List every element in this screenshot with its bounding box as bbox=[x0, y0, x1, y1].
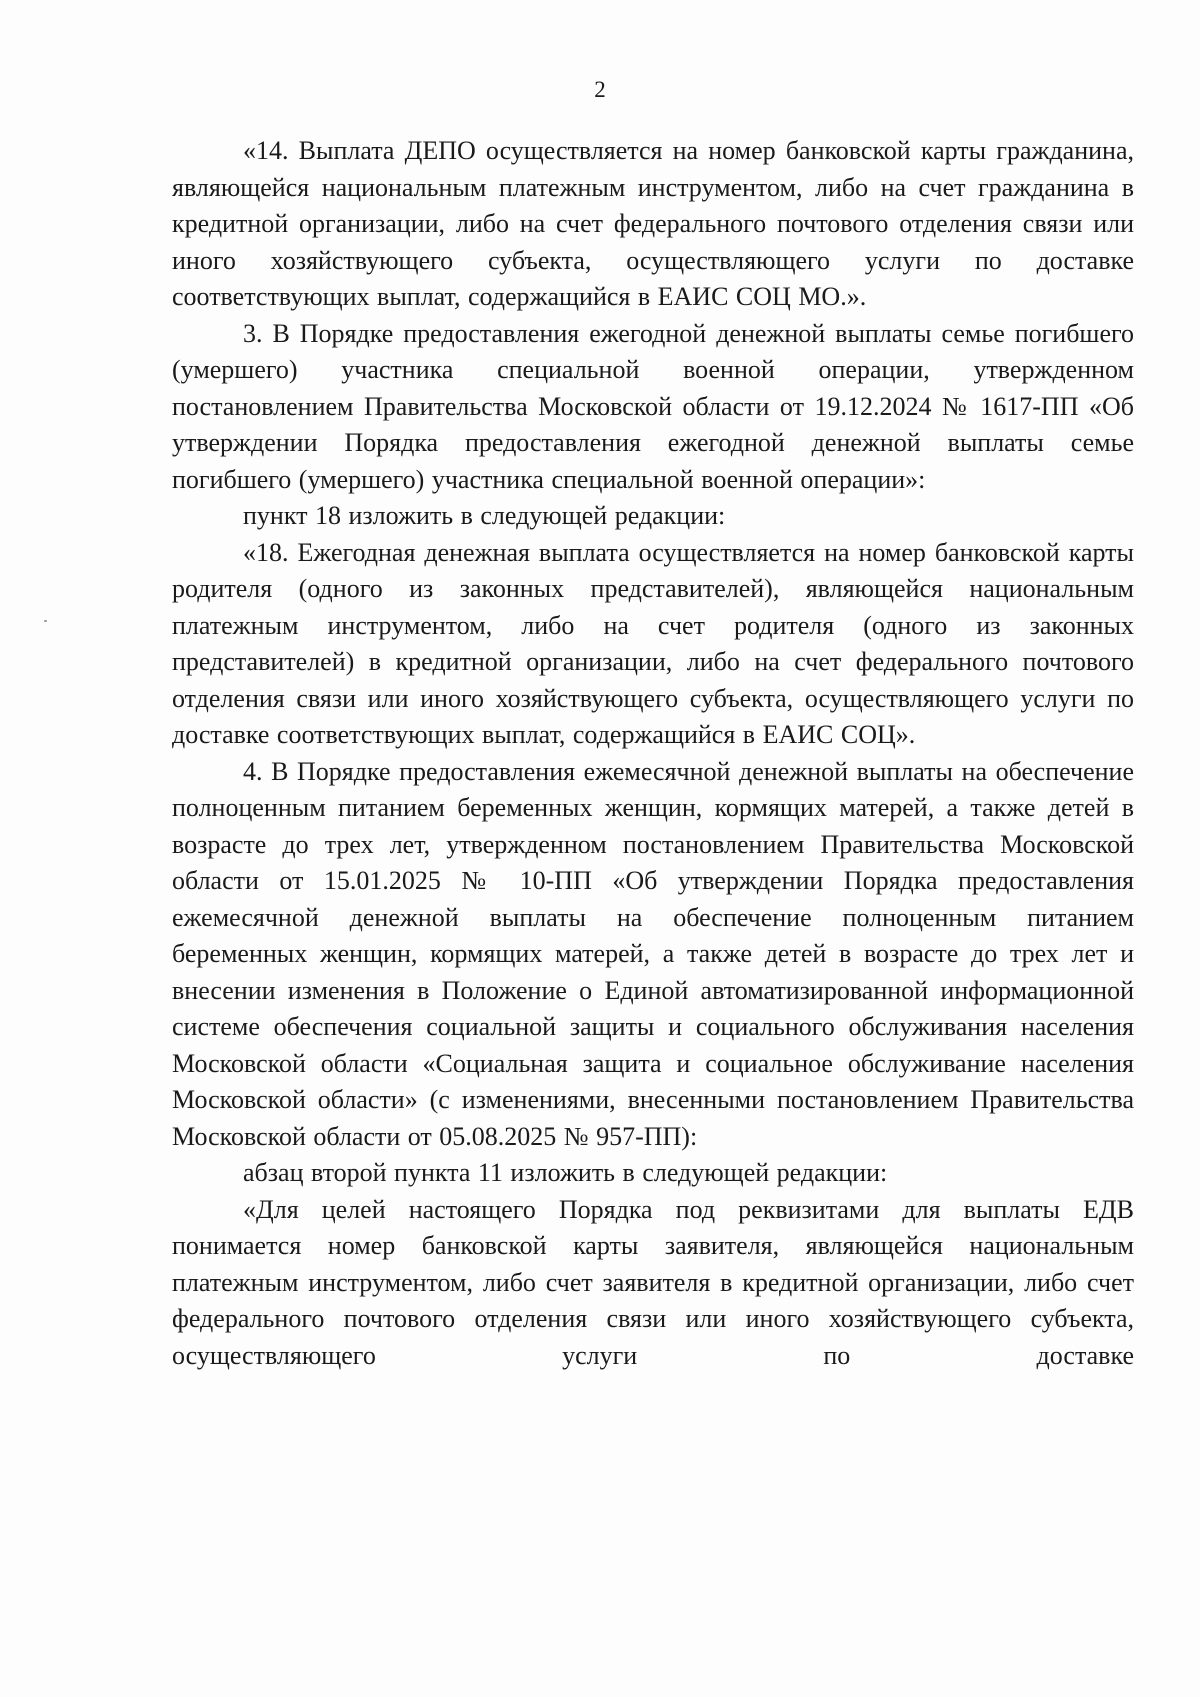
paragraph-item-4: 4. В Порядке предоставления ежемесячной денежной выплаты на обеспечение полноценным питанием беременных женщин, кормящих матерей, а также детей в возрасте до трех лет, утвержденном постановлением Правительства Московской области от 15.01.2025 № 10-ПП «Об утверждении Порядка предоставления ежемесячной денежной выплаты на обеспечение полноценным питанием беременных женщин, кормящих матерей, а также детей в возрасте до трех лет и внесении изменения в Положение о Единой автоматизированной информационной системе обеспечения социальной защиты и социального обслуживания населения Московской области «Социальная защита и социальное обслуживание населения Московской области» (с изменениями, внесенными постановлением Правительства Московской области от 05.08.2025 № 957-ПП): bbox=[172, 756, 1134, 1151]
paragraph-item-4-instruction: абзац второй пункта 11 изложить в следующей редакции: bbox=[243, 1158, 888, 1187]
paragraph-clause-18: «18. Ежегодная денежная выплата осуществляется на номер банковской карты родителя (одного из законных представителей), являющейся национальным платежным инструментом, либо на счет родителя (одного из законных представителей) в кредитной организации, либо на счет федерального почтового отделения связи или иного хозяйствующего субъекта, осуществляющего услуги по доставке соответствующих выплат, содержащийся в ЕАИС СОЦ». bbox=[172, 537, 1134, 749]
scan-speck bbox=[44, 620, 47, 622]
paragraph-edv-definition: «Для целей настоящего Порядка под реквизитами для выплаты ЕДВ понимается номер банковской карты заявителя, являющейся национальным платежным инструментом, либо счет заявителя в кредитной организации, либо счет федерального почтового отделения связи или иного хозяйствующего субъекта, осуществляющего услуги по доставке bbox=[172, 1194, 1134, 1370]
paragraph-clause-14: «14. Выплата ДЕПО осуществляется на номер банковской карты гражданина, являющейся национальным платежным инструментом, либо на счет гражданина в кредитной организации, либо на счет федерального почтового отделения связи или иного хозяйствующего субъекта, осуществляющего услуги по доставке соответствующих выплат, содержащийся в ЕАИС СОЦ МО.». bbox=[172, 136, 1134, 311]
paragraph-item-3-instruction: пункт 18 изложить в следующей редакции: bbox=[243, 501, 726, 530]
document-body bbox=[172, 133, 1134, 1374]
paragraph-item-3: 3. В Порядке предоставления ежегодной денежной выплаты семье погибшего (умершего) участника специальной военной операции, утвержденном постановлением Правительства Московской области от 19.12.2024 № 1617-ПП «Об утверждении Порядка предоставления ежегодной денежной выплаты семье погибшего (умершего) участника специальной военной операции»: bbox=[172, 318, 1134, 494]
page-number: 2 bbox=[594, 77, 606, 102]
